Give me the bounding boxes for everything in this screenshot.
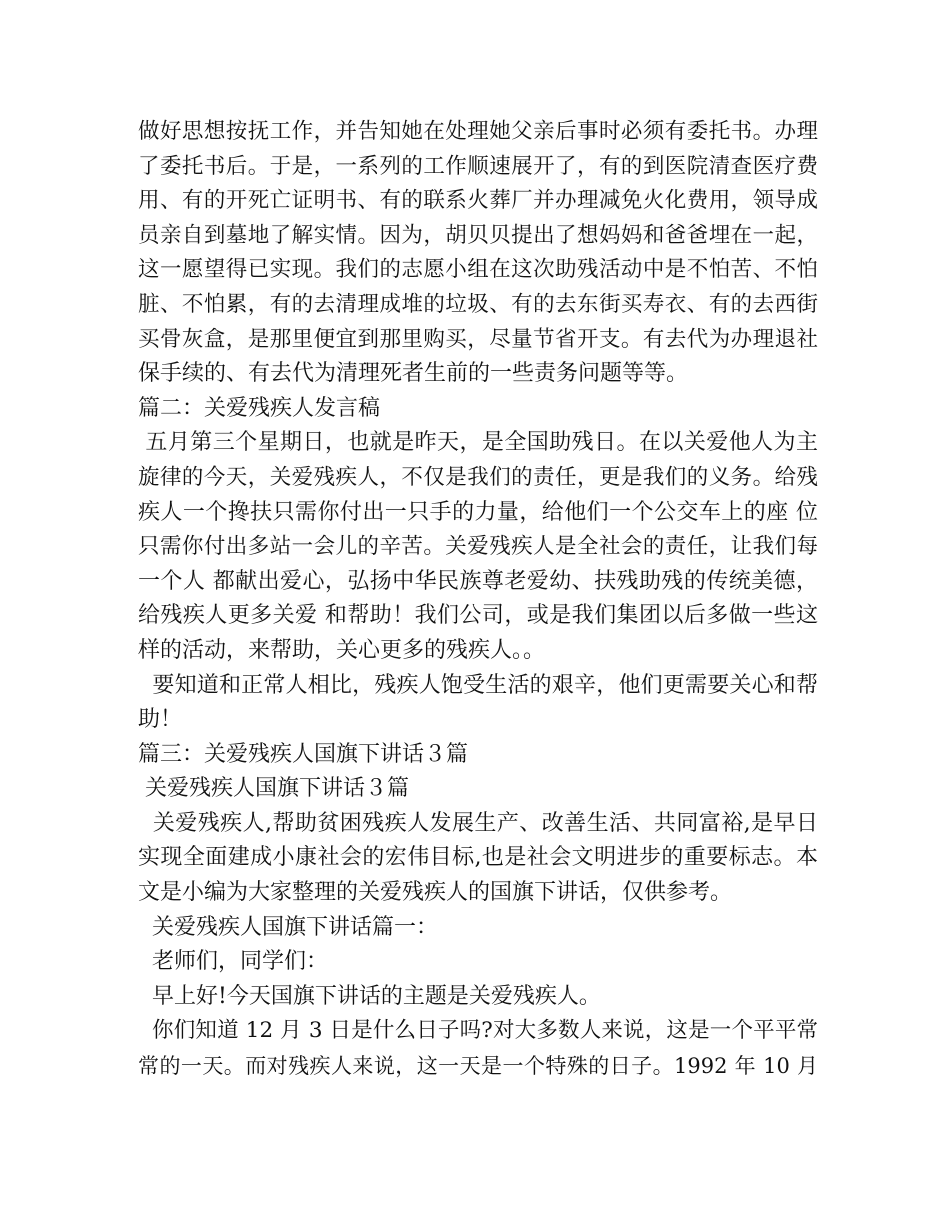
text-line: 样的活动，来帮助，关心更多的残疾人。。	[138, 637, 546, 663]
text-line: 了委托书后。于是，一系列的工作顺速展开了，有的到医院清查医疗费	[138, 153, 818, 179]
text-line: 疾人一个搀扶只需你付出一只手的力量，给他们一个公交车上的座 位	[138, 499, 818, 525]
section-heading: 篇二：关爱残疾人发言稿	[138, 395, 381, 421]
text-line: 买骨灰盒，是那里便宜到那里购买，尽量节省开支。有去代为办理退社	[138, 326, 818, 352]
text-line: 旋律的今天，关爱残疾人，不仅是我们的责任，更是我们的义务。给残	[138, 464, 818, 490]
section-heading: 篇三：关爱残疾人国旗下讲话３篇	[138, 741, 469, 767]
text-line: 五月第三个星期日，也就是昨天，是全国助残日。在以关爱他人为主	[138, 430, 818, 456]
text-line: 保手续的、有去代为清理死者生前的一些责务问题等等。	[138, 361, 689, 387]
text-line: 用、有的开死亡证明书、有的联系火葬厂并办理减免火化费用，领导成	[138, 188, 818, 214]
text-line: 做好思想按抚工作，并告知她在处理她父亲后事时必须有委托书。办理	[138, 119, 818, 144]
text-line: 这一愿望得已实现。我们的志愿小组在这次助残活动中是不怕苦、不怕	[138, 257, 818, 283]
text-line: 只需你付出多站一会儿的辛苦。关爱残疾人是全社会的责任，让我们每	[138, 534, 818, 560]
text-line: 给残疾人更多关爱 和帮助！我们公司，或是我们集团以后多做一些这	[138, 603, 818, 629]
text-line: 你们知道 12 月 3 日是什么日子吗?对大多数人来说，这是一个平平常	[138, 1018, 818, 1044]
text-line: 实现全面建成小康社会的宏伟目标,也是社会文明进步的重要标志。本	[138, 845, 818, 871]
text-line: 文是小编为大家整理的关爱残疾人的国旗下讲话，仅供参考。	[138, 880, 733, 906]
text-line: 脏、不怕累，有的去清理成堆的垃圾、有的去东街买寿衣、有的去西街	[138, 291, 818, 317]
text-line: 常的一天。而对残疾人来说，这一天是一个特殊的日子。1992 年 10 月	[138, 1054, 818, 1079]
text-line: 早上好!今天国旗下讲话的主题是关爱残疾人。	[138, 983, 601, 1009]
text-line: 助！	[138, 707, 183, 733]
sub-heading: 关爱残疾人国旗下讲话３篇	[138, 776, 409, 802]
document-body	[138, 115, 818, 1084]
text-line: 关爱残疾人,帮助贫困残疾人发展生产、改善生活、共同富裕,是早日	[138, 810, 818, 836]
text-line: 关爱残疾人国旗下讲话篇一：	[138, 914, 438, 940]
text-line: 员亲自到墓地了解实情。因为，胡贝贝提出了想妈妈和爸爸埋在一起，	[138, 222, 818, 248]
text-line: 要知道和正常人相比，残疾人饱受生活的艰辛，他们更需要关心和帮	[138, 672, 818, 698]
text-line: 老师们，同学们：	[138, 949, 328, 975]
text-line: 一个人 都献出爱心，弘扬中华民族尊老爱幼、扶残助残的传统美德，	[138, 568, 818, 594]
